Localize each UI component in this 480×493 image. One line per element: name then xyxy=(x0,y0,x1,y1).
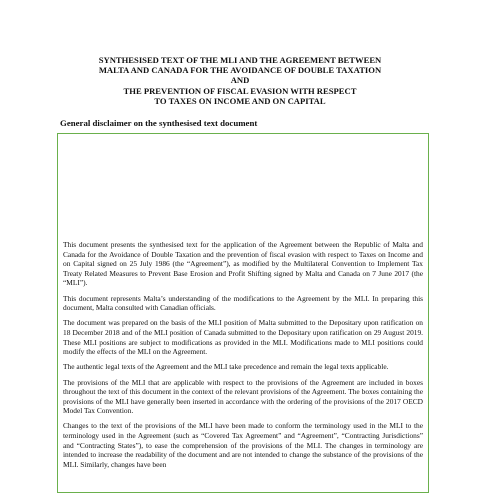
paragraph: The provisions of the MLI that are applicable with respect to the provisions of the Agreement are included in boxes throughout the text of this document in the context of the relevant provisions of the Agreement. The boxes containing the provisions of the MLI have generally been inserted in accordance with the ordering of the provisions of the 2017 OECD Model Tax Convention. xyxy=(63,377,423,416)
section-heading: General disclaimer on the synthesised text document xyxy=(60,118,258,128)
title-line: AND xyxy=(230,75,250,86)
paragraph: The authentic legal texts of the Agreement and the MLI take precedence and remain the legal texts applicable. xyxy=(63,362,389,372)
paragraph: This document represents Malta’s understanding of the modifications to the Agreement by the MLI. In preparing this document, Malta consulted with Canadian officials. xyxy=(63,293,423,313)
disclaimer-text xyxy=(63,240,423,475)
paragraph: This document presents the synthesised text for the application of the Agreement between the Republic of Malta and Canada for the Avoidance of Double Taxation and the prevention of fiscal evasion with respect to Taxes on Income and on Capital signed on 25 July 1986 (the “Agreement”), as modified by the Multilateral Convention to Implement Tax Treaty Related Measures to Prevent Base Erosion and Profit Shifting signed by Malta and Canada on 7 June 2017 (the “MLI”). xyxy=(63,240,423,288)
title-line: THE PREVENTION OF FISCAL EVASION WITH RESPECT xyxy=(123,85,357,96)
document-title xyxy=(40,55,440,106)
paragraph: The document was prepared on the basis of the MLI position of Malta submitted to the Depositary upon ratification on 18 December 2018 and of the MLI position of Canada submitted to the Depositary upon ratification on 29 August 2019. These MLI positions are subject to modifications as provided in the MLI. Modifications made to MLI positions could modify the effects of the MLI on the Agreement. xyxy=(63,318,423,357)
title-line: TO TAXES ON INCOME AND ON CAPITAL xyxy=(154,95,326,106)
paragraph: Changes to the text of the provisions of the MLI have been made to conform the terminology used in the MLI to the terminology used in the Agreement (such as “Covered Tax Agreement” and “Agreement”, “Contracting Jurisdictions” and “Contracting States”), to ease the comprehension of the provisions of the MLI. The changes in terminology are intended to increase the readability of the document and are not intended to change the substance of the provisions of the MLI. Similarly, changes have been xyxy=(63,421,423,469)
title-line: MALTA AND CANADA FOR THE AVOIDANCE OF DOUBLE TAXATION xyxy=(98,65,382,76)
title-line: SYNTHESISED TEXT OF THE MLI AND THE AGREEMENT BETWEEN xyxy=(98,55,382,65)
